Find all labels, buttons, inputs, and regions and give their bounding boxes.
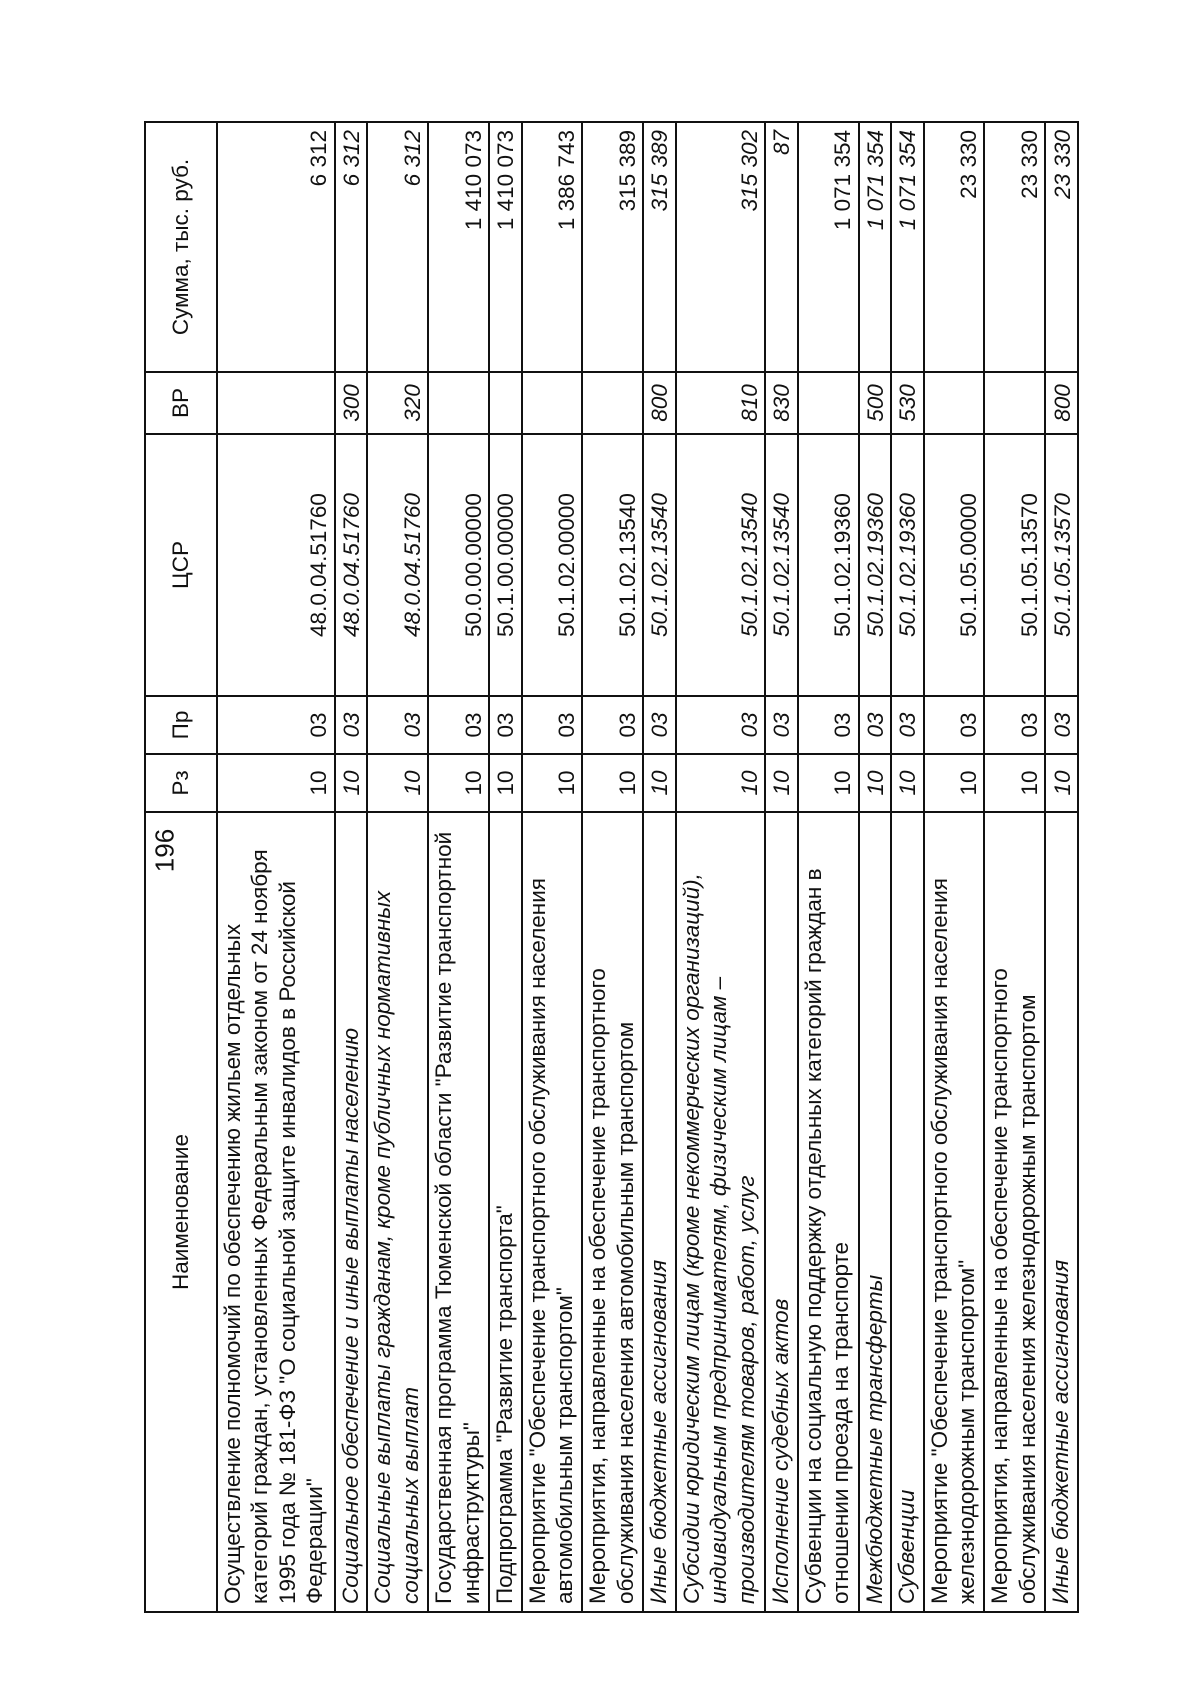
row-csr: 50.1.05.13570	[1045, 434, 1078, 696]
table-row	[859, 122, 892, 1612]
row-sum: 1 071 354	[859, 122, 892, 372]
row-vr: 500	[859, 372, 892, 434]
row-csr: 50.1.02.13540	[765, 434, 798, 696]
row-csr: 50.1.02.13540	[676, 434, 765, 696]
row-rz: 10	[765, 754, 798, 812]
table-row	[798, 122, 859, 1612]
row-rz: 10	[217, 754, 335, 812]
row-name: Социальное обеспечение и иные выплаты населению	[335, 812, 368, 1612]
page-number: 196	[149, 828, 180, 873]
row-rz: 10	[522, 754, 583, 812]
row-pr: 03	[798, 696, 859, 754]
row-rz: 10	[582, 754, 643, 812]
header-vr: ВР	[145, 372, 217, 434]
row-pr: 03	[984, 696, 1045, 754]
row-sum: 23 330	[1045, 122, 1078, 372]
row-vr	[217, 372, 335, 434]
table-row	[643, 122, 676, 1612]
row-name: Субвенции	[891, 812, 924, 1612]
table-row	[891, 122, 924, 1612]
table-row	[522, 122, 583, 1612]
row-rz: 10	[643, 754, 676, 812]
row-name: Мероприятия, направленные на обеспечение транспортного обслуживания населения железнодорожным транспортом	[984, 812, 1045, 1612]
row-vr: 800	[1045, 372, 1078, 434]
header-pr: Пр	[145, 696, 217, 754]
table-body	[217, 122, 1078, 1612]
row-csr: 50.1.02.19360	[798, 434, 859, 696]
row-vr	[798, 372, 859, 434]
row-rz: 10	[798, 754, 859, 812]
row-csr: 50.1.02.13540	[582, 434, 643, 696]
header-name: Наименование	[145, 812, 217, 1612]
row-rz: 10	[335, 754, 368, 812]
row-pr: 03	[367, 696, 428, 754]
row-pr: 03	[428, 696, 489, 754]
row-sum: 1 386 743	[522, 122, 583, 372]
header-row	[145, 122, 217, 1612]
row-name: Межбюджетные трансферты	[859, 812, 892, 1612]
row-sum: 87	[765, 122, 798, 372]
row-rz: 10	[676, 754, 765, 812]
table-row	[582, 122, 643, 1612]
row-name: Государственная программа Тюменской области "Развитие транспортной инфраструктуры"	[428, 812, 489, 1612]
row-csr: 50.1.02.19360	[891, 434, 924, 696]
row-vr: 800	[643, 372, 676, 434]
table-row	[367, 122, 428, 1612]
table-row	[984, 122, 1045, 1612]
row-name: Мероприятие "Обеспечение транспортного обслуживания населения железнодорожным транспортом"	[924, 812, 985, 1612]
row-vr	[428, 372, 489, 434]
row-csr: 50.0.00.00000	[428, 434, 489, 696]
row-pr: 03	[859, 696, 892, 754]
row-csr: 50.1.00.00000	[489, 434, 522, 696]
row-vr	[582, 372, 643, 434]
row-sum: 315 389	[643, 122, 676, 372]
row-name: Исполнение судебных актов	[765, 812, 798, 1612]
row-sum: 1 410 073	[489, 122, 522, 372]
row-sum: 23 330	[924, 122, 985, 372]
row-vr: 530	[891, 372, 924, 434]
table-row	[335, 122, 368, 1612]
row-vr	[489, 372, 522, 434]
table-row	[765, 122, 798, 1612]
row-sum: 6 312	[335, 122, 368, 372]
row-vr	[984, 372, 1045, 434]
row-name: Мероприятия, направленные на обеспечение транспортного обслуживания населения автомобильным транспортом	[582, 812, 643, 1612]
row-pr: 03	[765, 696, 798, 754]
row-pr: 03	[924, 696, 985, 754]
row-rz: 10	[859, 754, 892, 812]
row-sum: 315 302	[676, 122, 765, 372]
rotated-sheet	[144, 123, 1079, 1613]
budget-table	[144, 121, 1079, 1613]
row-vr	[522, 372, 583, 434]
row-pr: 03	[335, 696, 368, 754]
row-rz: 10	[367, 754, 428, 812]
header-rz: Рз	[145, 754, 217, 812]
row-vr	[924, 372, 985, 434]
row-csr: 48.0.04.51760	[335, 434, 368, 696]
table-row	[924, 122, 985, 1612]
row-name: Субсидии юридическим лицам (кроме некоммерческих организаций), индивидуальным предпринимателям, физическим лицам – производителям товаров, работ, услуг	[676, 812, 765, 1612]
row-csr: 50.1.02.00000	[522, 434, 583, 696]
table-row	[489, 122, 522, 1612]
row-csr: 50.1.02.13540	[643, 434, 676, 696]
row-csr: 50.1.02.19360	[859, 434, 892, 696]
row-pr: 03	[489, 696, 522, 754]
row-csr: 50.1.05.00000	[924, 434, 985, 696]
row-name: Осуществление полномочий по обеспечению жильем отдельных категорий граждан, установленных Федеральным законом от 24 ноября 1995 года № 181-ФЗ "О социальной защите инвалидов в Российской Федерации"	[217, 812, 335, 1612]
row-name: Иные бюджетные ассигнования	[643, 812, 676, 1612]
table-row	[428, 122, 489, 1612]
row-vr: 320	[367, 372, 428, 434]
row-vr: 830	[765, 372, 798, 434]
header-csr: ЦСР	[145, 434, 217, 696]
row-name: Социальные выплаты гражданам, кроме публичных нормативных социальных выплат	[367, 812, 428, 1612]
row-name: Иные бюджетные ассигнования	[1045, 812, 1078, 1612]
row-sum: 1 071 354	[891, 122, 924, 372]
row-sum: 1 071 354	[798, 122, 859, 372]
row-pr: 03	[217, 696, 335, 754]
row-rz: 10	[428, 754, 489, 812]
table-row	[676, 122, 765, 1612]
row-name: Субвенции на социальную поддержку отдельных категорий граждан в отношении проезда на транспорте	[798, 812, 859, 1612]
row-csr: 48.0.04.51760	[217, 434, 335, 696]
header-sum: Сумма, тыс. руб.	[145, 122, 217, 372]
row-sum: 23 330	[984, 122, 1045, 372]
row-pr: 03	[522, 696, 583, 754]
row-pr: 03	[582, 696, 643, 754]
row-rz: 10	[891, 754, 924, 812]
row-vr: 300	[335, 372, 368, 434]
row-name: Мероприятие "Обеспечение транспортного обслуживания населения автомобильным транспортом"	[522, 812, 583, 1612]
row-pr: 03	[1045, 696, 1078, 754]
row-pr: 03	[891, 696, 924, 754]
row-sum: 1 410 073	[428, 122, 489, 372]
row-csr: 48.0.04.51760	[367, 434, 428, 696]
row-name: Подпрограмма "Развитие транспорта"	[489, 812, 522, 1612]
table-row	[217, 122, 335, 1612]
row-sum: 6 312	[367, 122, 428, 372]
row-pr: 03	[676, 696, 765, 754]
row-rz: 10	[1045, 754, 1078, 812]
table-row	[1045, 122, 1078, 1612]
row-pr: 03	[643, 696, 676, 754]
row-rz: 10	[984, 754, 1045, 812]
row-rz: 10	[489, 754, 522, 812]
row-rz: 10	[924, 754, 985, 812]
row-sum: 6 312	[217, 122, 335, 372]
row-sum: 315 389	[582, 122, 643, 372]
row-csr: 50.1.05.13570	[984, 434, 1045, 696]
row-vr: 810	[676, 372, 765, 434]
